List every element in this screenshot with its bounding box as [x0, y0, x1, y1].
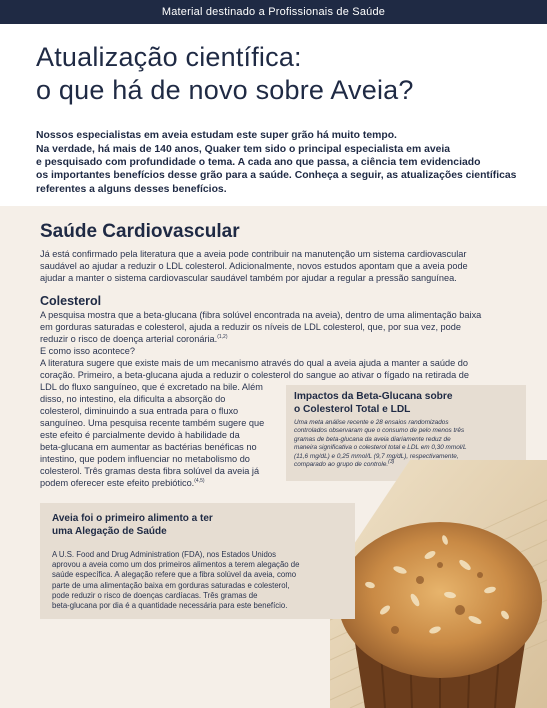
- intro-line: Na verdade, há mais de 140 anos, Quaker tem sido o principal especialista em aveia: [36, 144, 451, 155]
- title-line: uma Alegação de Saúde: [52, 525, 167, 537]
- text-line: podem oferecer este efeito prebiótico.: [40, 478, 195, 488]
- text-line: colesterol. Três gramas desta fibra solúvel da aveia já: [40, 466, 260, 476]
- muffin-illustration: [330, 460, 547, 708]
- title-line-2: o que há de novo sobre Aveia?: [36, 75, 414, 105]
- text-line: coração. Primeiro, a beta-glucana ajuda a reduzir o colesterol do sangue ao ativar o fígado na retirada de: [40, 370, 470, 380]
- intro-paragraph: [36, 143, 536, 196]
- text-line: A pesquisa mostra que a beta-glucana (fibra solúvel encontrada na aveia), dentro de uma alimentação baixa: [40, 310, 482, 320]
- text-line: aprovou a aveia como um dos primeiros alimentos a terem alegação de: [52, 560, 300, 570]
- muffin-top: [338, 522, 542, 678]
- title-line: Impactos da Beta-Glucana sobre: [294, 391, 453, 402]
- subheading-colesterol: Colesterol: [40, 294, 102, 308]
- title-line-1: Atualização científica:: [36, 42, 302, 72]
- text-line: disso, no intestino, ela dificulta a absorção do: [40, 394, 226, 404]
- intro-line: referentes a alguns desses benefícios.: [36, 183, 227, 195]
- text-line: este efeito é parcialmente devido à habilidade da: [40, 430, 240, 440]
- alegacao-title: [52, 513, 343, 538]
- text-line: maneira significativa o colesterol total e LDL em 0,30 mmol/L: [294, 444, 467, 452]
- text-line: colesterol, diminuindo a sua entrada para o fluxo: [40, 406, 239, 416]
- text-line: A U.S. Food and Drug Administration (FDA), nos Estados Unidos: [52, 550, 277, 559]
- intro-lead: Nossos especialistas em aveia estudam este super grão há muito tempo.: [36, 130, 397, 141]
- text-line: Já está confirmado pela literatura que a aveia pode contribuir na manutenção um sistema cardiovascular: [40, 249, 467, 259]
- cardio-paragraph: [40, 248, 510, 284]
- oat-muffin-photo: [330, 460, 547, 708]
- text-line: reduzir o risco de doença arterial coronária.: [40, 334, 218, 344]
- alegacao-callout-box: [40, 503, 355, 619]
- top-banner: Material destinado a Profissionais de Saúde: [0, 0, 547, 24]
- text-line: sanguíneo. Uma pesquisa recente também sugere que: [40, 418, 265, 428]
- text-line: parte de uma alimentação baixa em gorduras saturadas e colesterol,: [52, 580, 290, 590]
- section-heading-cardiovascular: Saúde Cardiovascular: [40, 221, 240, 242]
- text-line: em gorduras saturadas e colesterol, ajuda a reduzir os níveis de LDL colesterol, que, por sua vez, pode: [40, 322, 461, 332]
- reference: (4,5): [194, 477, 205, 484]
- impactos-title: [294, 391, 518, 416]
- colesterol-paragraph-2: [40, 357, 505, 381]
- text-line: intestino, que podem influenciar no metabolismo do: [40, 454, 250, 464]
- reference: (1,2): [217, 333, 228, 340]
- text-line: saudável ao ajudar a reduzir o LDL colesterol. Adicionalmente, novos estudos apontam que a aveia pode: [40, 261, 468, 271]
- title-line: o Colesterol Total e LDL: [294, 403, 411, 415]
- intro-line: e pesquisado com profundidade o tema. A cada ano que passa, a ciência tem evidenciado: [36, 157, 481, 169]
- text-line: pode reduzir o risco de doenças cardíacas. Três gramas de: [52, 590, 258, 600]
- text-line: A literatura sugere que existe mais de um mecanismo através do qual a aveia ajuda a manter a saúde do: [40, 358, 468, 368]
- alegacao-text: [52, 550, 343, 611]
- text-line: gramas de beta-glucana da aveia diariamente reduz de: [294, 435, 451, 443]
- text-line: LDL do fluxo sanguíneo, que é excretado na bile. Além: [40, 382, 263, 392]
- text-line: beta-glucana em aumentar as bactérias benéficas no: [40, 442, 257, 452]
- page-title: [36, 41, 536, 107]
- text-line: saúde específica. A alegação refere que a fibra solúvel da aveia, como: [52, 570, 297, 580]
- text-line: Uma meta análise recente e 28 ensaios randomizados: [294, 419, 449, 426]
- reference: (3): [388, 458, 395, 465]
- text-line: comparado ao grupo de controle.: [294, 461, 389, 469]
- text-line: (11,6 mg/dL) e 0,25 mmol/L (9,7 mg/dL), respectivamente,: [294, 452, 459, 460]
- text-line: beta-glucana por dia é a quantidade necessária para este benefício.: [52, 601, 288, 611]
- intro-line: os importantes benefícios desse grão para a saúde. Conheça a seguir, as atualizações científicas: [36, 170, 517, 182]
- colesterol-paragraph-1: [40, 309, 505, 357]
- text-line: ajudar a manter o sistema cardiovascular saudável também por ajudar a regular a pressão sanguínea.: [40, 273, 457, 283]
- colesterol-paragraph-3: [40, 381, 280, 489]
- text-line: controlados observaram que o consumo de pelo menos três: [294, 427, 465, 435]
- title-line: Aveia foi o primeiro alimento a ter: [52, 513, 213, 524]
- question-line: E como isso acontece?: [40, 346, 135, 356]
